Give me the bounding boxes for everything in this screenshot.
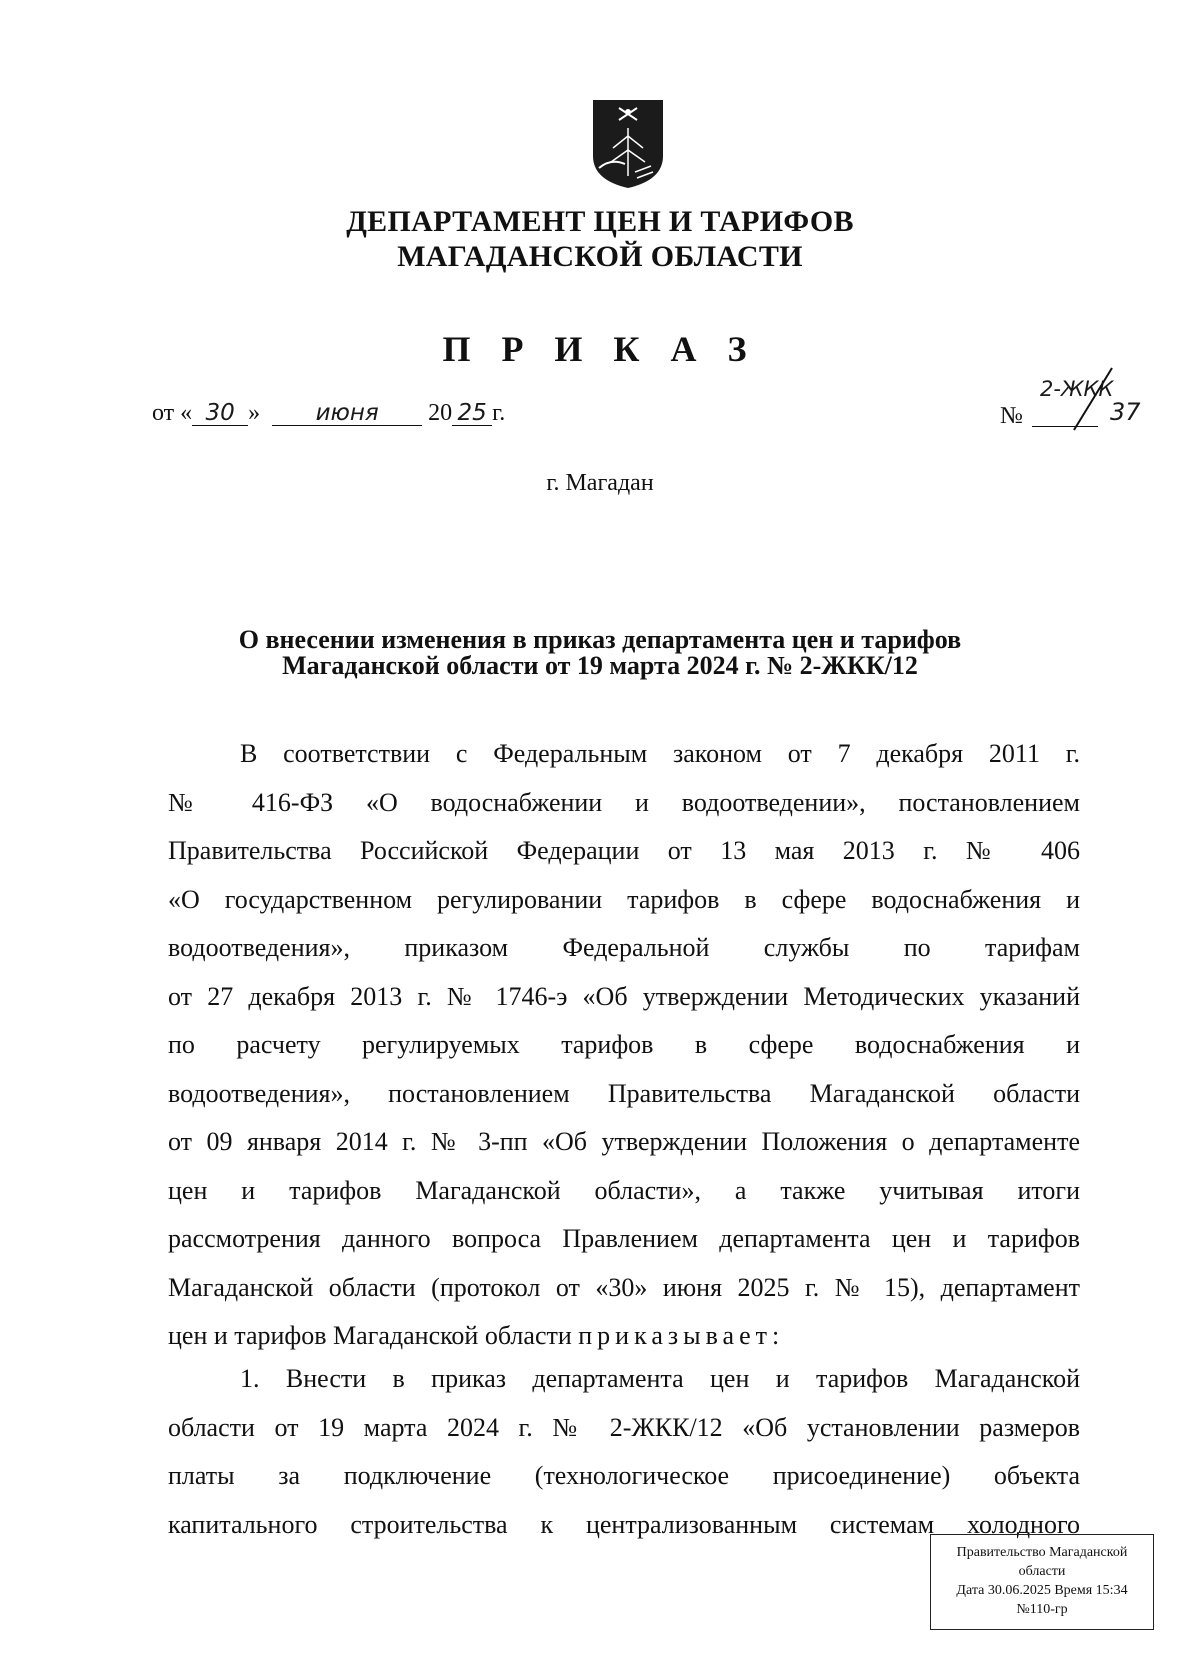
item-1-paragraph bbox=[168, 1355, 1080, 1549]
paragraph-line: Магаданской области (протокол от «30» июня 2025 г. № 15), департамент bbox=[168, 1272, 1080, 1302]
paragraph-line: водоотведения», приказом Федеральной службы по тарифам bbox=[168, 933, 1080, 962]
paragraph-line: водоотведения», постановлением Правительства Магаданской области bbox=[168, 1078, 1080, 1108]
paragraph-line: от 27 декабря 2013 г. № 1746-э «Об утверждении Методических указаний bbox=[168, 981, 1080, 1011]
subject-line2: Магаданской области от 19 марта 2024 г. № 2-ЖКК/12 bbox=[282, 651, 918, 680]
paragraph-line: Правительства Российской Федерации от 13 мая 2013 г. № 406 bbox=[168, 836, 1080, 865]
magadan-coat-of-arms-icon bbox=[591, 98, 665, 190]
paragraph-line: 1. Внести в приказ департамента цен и тарифов Магаданской bbox=[240, 1364, 1080, 1393]
handwritten-year: 25 bbox=[452, 401, 492, 426]
stamp-line2: области bbox=[1018, 1564, 1066, 1579]
year-suffix: г. bbox=[492, 400, 506, 426]
order-subject bbox=[0, 627, 1200, 679]
paragraph-line: по расчету регулируемых тарифов в сфере водоснабжения и bbox=[168, 1030, 1080, 1059]
handwritten-day: 30 bbox=[192, 401, 248, 426]
stamp-line4: №110-гр bbox=[1016, 1602, 1068, 1617]
paragraph-line: № 416-ФЗ «О водоснабжении и водоотведении», постановлением bbox=[168, 787, 1080, 817]
paragraph-line-final bbox=[168, 1312, 1080, 1361]
handwritten-number-value: 37 bbox=[1110, 398, 1141, 426]
preamble-paragraph bbox=[168, 730, 1080, 1361]
handwritten-number-series: 2-ЖКК bbox=[1040, 377, 1114, 401]
handwritten-month: июня bbox=[272, 401, 422, 426]
year-prefix: 20 bbox=[428, 400, 453, 426]
paragraph-line: от 09 января 2014 г. № 3-пп «Об утверждении Положения о департаменте bbox=[168, 1127, 1080, 1156]
document-type-title: П Р И К А З bbox=[442, 329, 758, 369]
city-name: г. Магадан bbox=[546, 470, 654, 496]
paragraph-line: капитального строительства к централизованным системам холодного bbox=[168, 1509, 1080, 1539]
subject-line1: О внесении изменения в приказ департамента цен и тарифов bbox=[238, 625, 962, 654]
date-prefix: от « bbox=[152, 400, 193, 426]
prikazyvaet-keyword: приказывает bbox=[578, 1321, 772, 1350]
department-name-line2: МАГАДАНСКОЙ ОБЛАСТИ bbox=[397, 240, 803, 273]
paragraph-line: цен и тарифов Магаданской области», а также учитывая итоги bbox=[168, 1175, 1080, 1205]
order-date bbox=[152, 400, 505, 427]
paragraph-line: платы за подключение (технологическое присоединение) объекта bbox=[168, 1461, 1080, 1490]
number-label: № bbox=[1000, 403, 1023, 429]
number-underline bbox=[1032, 426, 1098, 427]
stamp-line3: Дата 30.06.2025 Время 15:34 bbox=[956, 1583, 1128, 1598]
registration-stamp bbox=[930, 1534, 1154, 1630]
paragraph-line: В соответствии с Федеральным законом от 7 декабря 2011 г. bbox=[240, 739, 1080, 768]
paragraph-line: «О государственном регулировании тарифов в сфере водоснабжения и bbox=[168, 884, 1080, 914]
final-line-text: цен и тарифов Магаданской области bbox=[168, 1321, 579, 1350]
final-line-colon: : bbox=[772, 1321, 780, 1350]
paragraph-line: области от 19 марта 2024 г. № 2-ЖКК/12 «Об установлении размеров bbox=[168, 1412, 1080, 1442]
date-quote-close: » bbox=[248, 400, 261, 426]
department-name-line1: ДЕПАРТАМЕНТ ЦЕН И ТАРИФОВ bbox=[346, 205, 854, 238]
stamp-line1: Правительство Магаданской bbox=[956, 1545, 1128, 1560]
paragraph-line: рассмотрения данного вопроса Правлением департамента цен и тарифов bbox=[168, 1224, 1080, 1253]
